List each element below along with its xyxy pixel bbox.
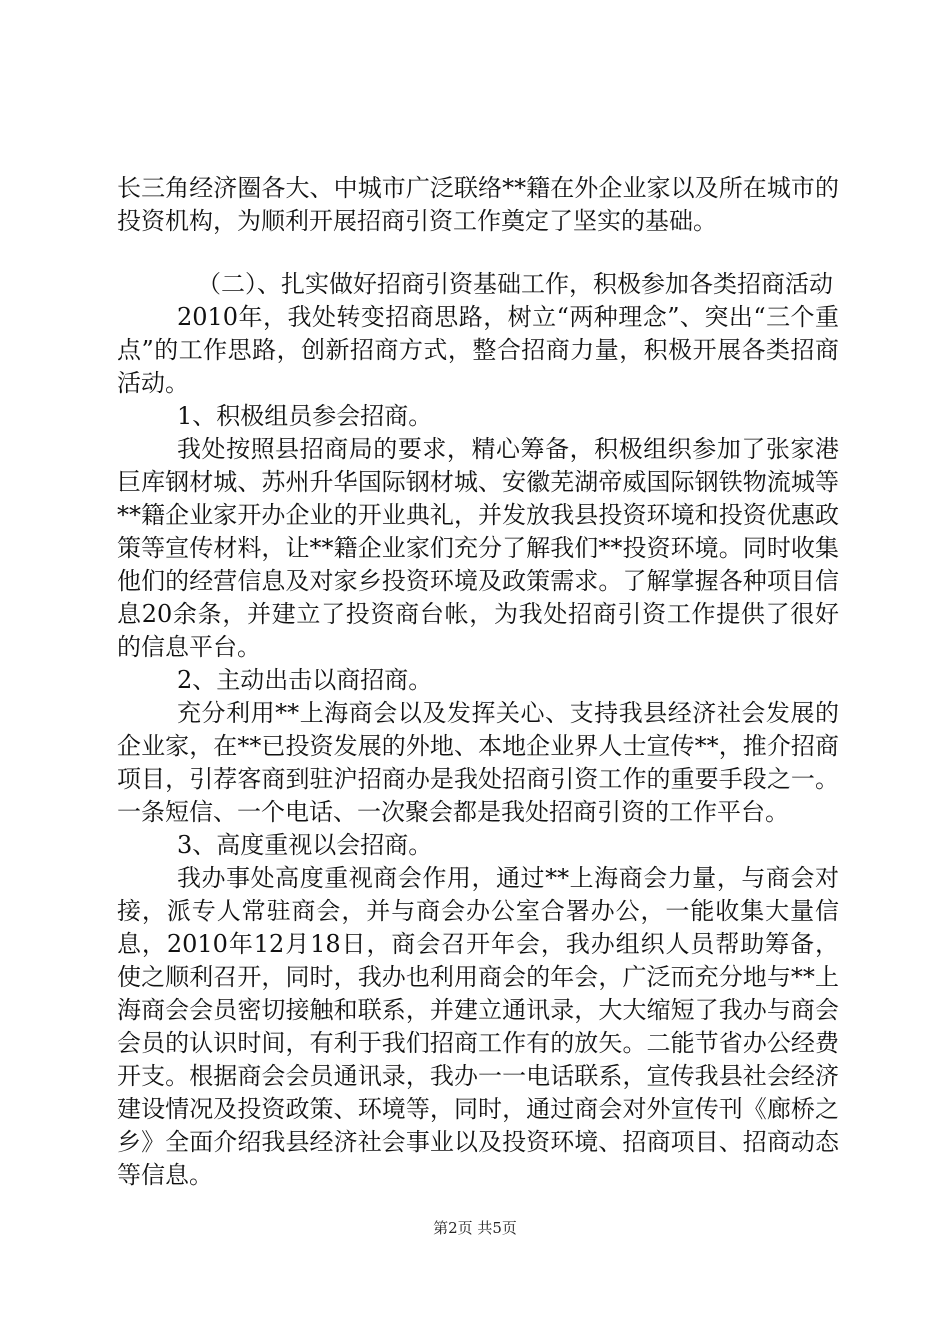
subheading-2: 2、主动出击以商招商。 (177, 666, 433, 694)
paragraph-2-body: 充分利用**上海商会以及发挥关心、支持我县经济社会发展的企业家，在**已投资发展的外地、本地企业界人士宣传**，推介招商项目，引荐客商到驻沪招商办是我处招商引资工作的重要手段之一。一条短信、一个电话、一次聚会都是我处招商引资的工作平台。 (117, 699, 839, 826)
paragraph-3-body: 我办事处高度重视商会作用，通过**上海商会力量，与商会对接，派专人常驻商会，并与商会办公室合署办公，一能收集大量信息，2010年12月18日，商会召开年会，我办组织人员帮助筹备，使之顺利召开，同时，我办也利用商会的年会，广泛而充分地与**上海商会会员密切接触和联系，并建立通讯录，大大缩短了我办与商会会员的认识时间，有利于我们招商工作有的放矢。二能节省办公经费开支。根据商会会员通讯录，我办一一电话联系，宣传我县社会经济建设情况及投资政策、环境等，同时，通过商会对外宣传刊《廊桥之乡》全面介绍我县经济社会事业以及投资环境、招商项目、招商动态等信息。 (117, 864, 839, 1189)
page-footer: 第2页 共5页 (433, 1219, 517, 1237)
section-heading: （二）、扎实做好招商引资基础工作，积极参加各类招商活动 (197, 270, 833, 298)
document-body (117, 172, 839, 1192)
subheading-3: 3、高度重视以会招商。 (177, 831, 433, 859)
paragraph-intro-continuation: 长三角经济圈各大、中城市广泛联络**籍在外企业家以及所在城市的投资机构，为顺利开展招商引资工作奠定了坚实的基础。 (117, 174, 839, 235)
subheading-1: 1、积极组员参会招商。 (177, 402, 433, 430)
paragraph-2010-overview: 2010年，我处转变招商思路，树立“两种理念”、突出“三个重点”的工作思路，创新招商方式，整合招商力量，积极开展各类招商活动。 (117, 303, 839, 397)
paragraph-1-body: 我处按照县招商局的要求，精心筹备，积极组织参加了张家港巨库钢材城、苏州升华国际钢材城、安徽芜湖帝威国际钢铁物流城等**籍企业家开办企业的开业典礼，并发放我县投资环境和投资优惠政策等宣传材料，让**籍企业家们充分了解我们**投资环境。同时收集他们的经营信息及对家乡投资环境及政策需求。了解掌握各种项目信息20余条，并建立了投资商台帐，为我处招商引资工作提供了很好的信息平台。 (117, 435, 839, 661)
